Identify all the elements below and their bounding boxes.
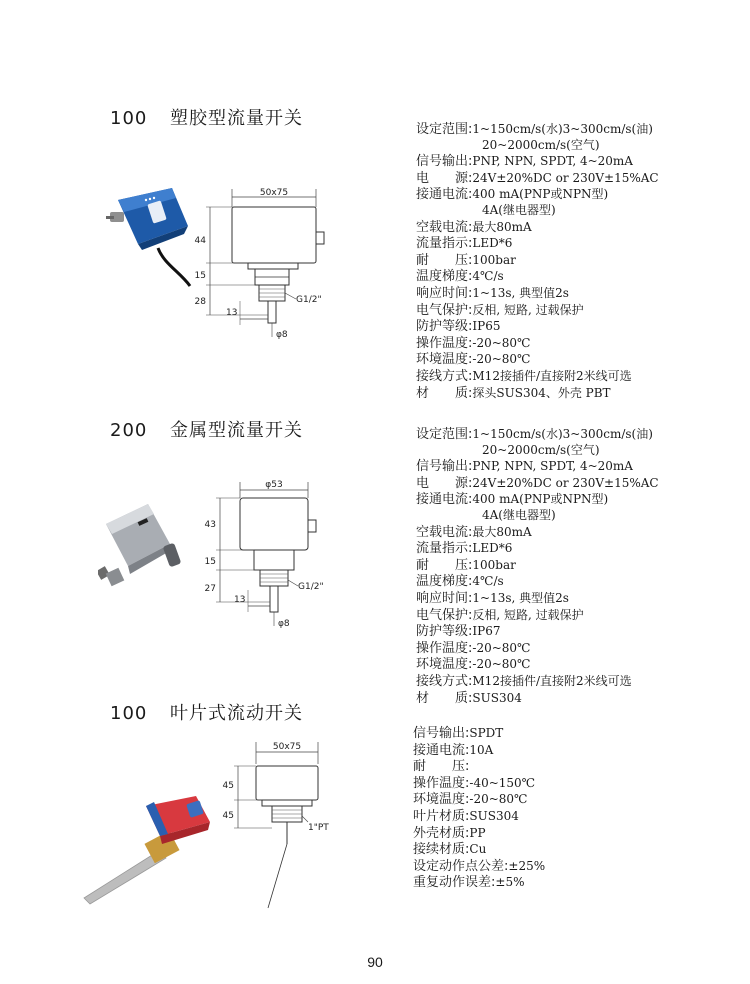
dim-h2: 45 [222, 811, 234, 821]
spec-row: 温度梯度:4℃/s [416, 269, 504, 285]
section-heading: 金属型流量开关 [170, 420, 303, 441]
spec-row: 环境温度:-20~80℃ [416, 657, 531, 673]
spec-row: 环境温度:-20~80℃ [416, 352, 531, 368]
dim-thread: G1/2" [298, 582, 324, 592]
spec-row: 电气保护:反相, 短路, 过载保护 [416, 607, 584, 623]
spec-row: 材 质:探头SUS304、外壳 PBT [416, 385, 611, 401]
spec-row: 信号输出:PNP, NPN, SPDT, 4~20mA [416, 459, 633, 475]
plastic-flow-switch-photo [106, 182, 196, 292]
spec-row: 防护等级:IP65 [416, 319, 501, 335]
spec-row: 接通电流:400 mA(PNP或NPN型) [416, 492, 609, 508]
spec-row: 4A(继电器型) [482, 507, 556, 522]
spec-row: 信号输出:SPDT [413, 726, 504, 741]
paddle-flow-switch-photo [80, 794, 220, 906]
plastic-switch-dimension-drawing [192, 185, 342, 345]
page-number: 90 [367, 954, 383, 970]
spec-row: 操作温度:-20~80℃ [416, 640, 531, 656]
section-3-specs [413, 725, 545, 891]
dim-h3: 27 [204, 584, 216, 594]
dim-thread: 1"PT [308, 823, 329, 833]
section-2-title [110, 416, 303, 442]
dim-h2: 15 [194, 271, 206, 281]
spec-row: 响应时间:1~13s, 典型值2s [416, 285, 569, 301]
spec-row: 空载电流:最大80mA [416, 219, 532, 235]
dim-h3: 28 [194, 297, 206, 307]
spec-row: 重复动作误差:±5% [413, 875, 525, 891]
dim-w1: 13 [234, 595, 246, 605]
spec-row: 外壳材质:PP [413, 825, 486, 841]
spec-row: 温度梯度:4℃/s [416, 574, 504, 590]
spec-row: 设定范围:1~150cm/s(水)3~300cm/s(油) [416, 122, 653, 137]
section-number: 100 [110, 108, 148, 129]
dim-h1: 43 [204, 520, 216, 530]
dim-dia: φ8 [278, 619, 290, 629]
section-2-specs [416, 426, 659, 706]
section-3-title [110, 699, 303, 725]
metal-flow-switch-photo [98, 500, 182, 592]
spec-row: 空载电流:最大80mA [416, 524, 532, 540]
spec-row: 接续材质:Cu [413, 842, 487, 858]
spec-row: 响应时间:1~13s, 典型值2s [416, 590, 569, 606]
dim-top: φ53 [265, 480, 283, 490]
spec-row: 接通电流:10A [413, 742, 494, 758]
spec-row: 信号输出:PNP, NPN, SPDT, 4~20mA [416, 154, 633, 170]
spec-row: 流量指示:LED*6 [416, 541, 513, 557]
spec-row: 操作温度:-40~150℃ [413, 775, 536, 791]
dim-top: 50x75 [259, 188, 289, 198]
dim-thread: G1/2" [296, 295, 322, 305]
spec-row: 材 质:SUS304 [416, 690, 522, 706]
spec-row: 耐 压:100bar [416, 557, 516, 573]
spec-row: 环境温度:-20~80℃ [413, 792, 528, 808]
spec-row: 耐 压: [413, 759, 470, 775]
spec-row: 叶片材质:SUS304 [413, 808, 519, 824]
section-1-title [110, 104, 303, 130]
dim-dia: φ8 [276, 330, 288, 340]
metal-switch-dimension-drawing [196, 476, 346, 636]
section-number: 200 [110, 420, 148, 441]
section-1-specs [416, 121, 659, 401]
spec-row: 接通电流:400 mA(PNP或NPN型) [416, 187, 609, 203]
spec-row: 电气保护:反相, 短路, 过载保护 [416, 302, 584, 318]
spec-row: 20~2000cm/s(空气) [482, 442, 600, 457]
spec-row: 接线方式:M12接插件/直接附2米线可选 [416, 368, 632, 384]
section-number: 100 [110, 703, 148, 724]
spec-row: 接线方式:M12接插件/直接附2米线可选 [416, 673, 632, 689]
spec-row: 设定动作点公差:±25% [413, 858, 546, 874]
spec-row: 电 源:24V±20%DC or 230V±15%AC [416, 475, 659, 491]
spec-row: 操作温度:-20~80℃ [416, 335, 531, 351]
spec-row: 电 源:24V±20%DC or 230V±15%AC [416, 170, 659, 186]
spec-row: 设定范围:1~150cm/s(水)3~300cm/s(油) [416, 427, 653, 442]
paddle-switch-dimension-drawing [208, 736, 338, 912]
dim-w1: 13 [226, 308, 238, 318]
spec-row: 流量指示:LED*6 [416, 236, 513, 252]
spec-row: 防护等级:IP67 [416, 624, 501, 640]
spec-row: 20~2000cm/s(空气) [482, 137, 600, 152]
dim-h1: 44 [194, 236, 206, 246]
dim-h1: 45 [222, 781, 234, 791]
section-heading: 叶片式流动开关 [170, 703, 303, 724]
dim-h2: 15 [204, 557, 216, 567]
section-heading: 塑胶型流量开关 [170, 108, 303, 129]
dim-top: 50x75 [272, 742, 302, 752]
spec-row: 耐 压:100bar [416, 252, 516, 268]
spec-row: 4A(继电器型) [482, 202, 556, 217]
